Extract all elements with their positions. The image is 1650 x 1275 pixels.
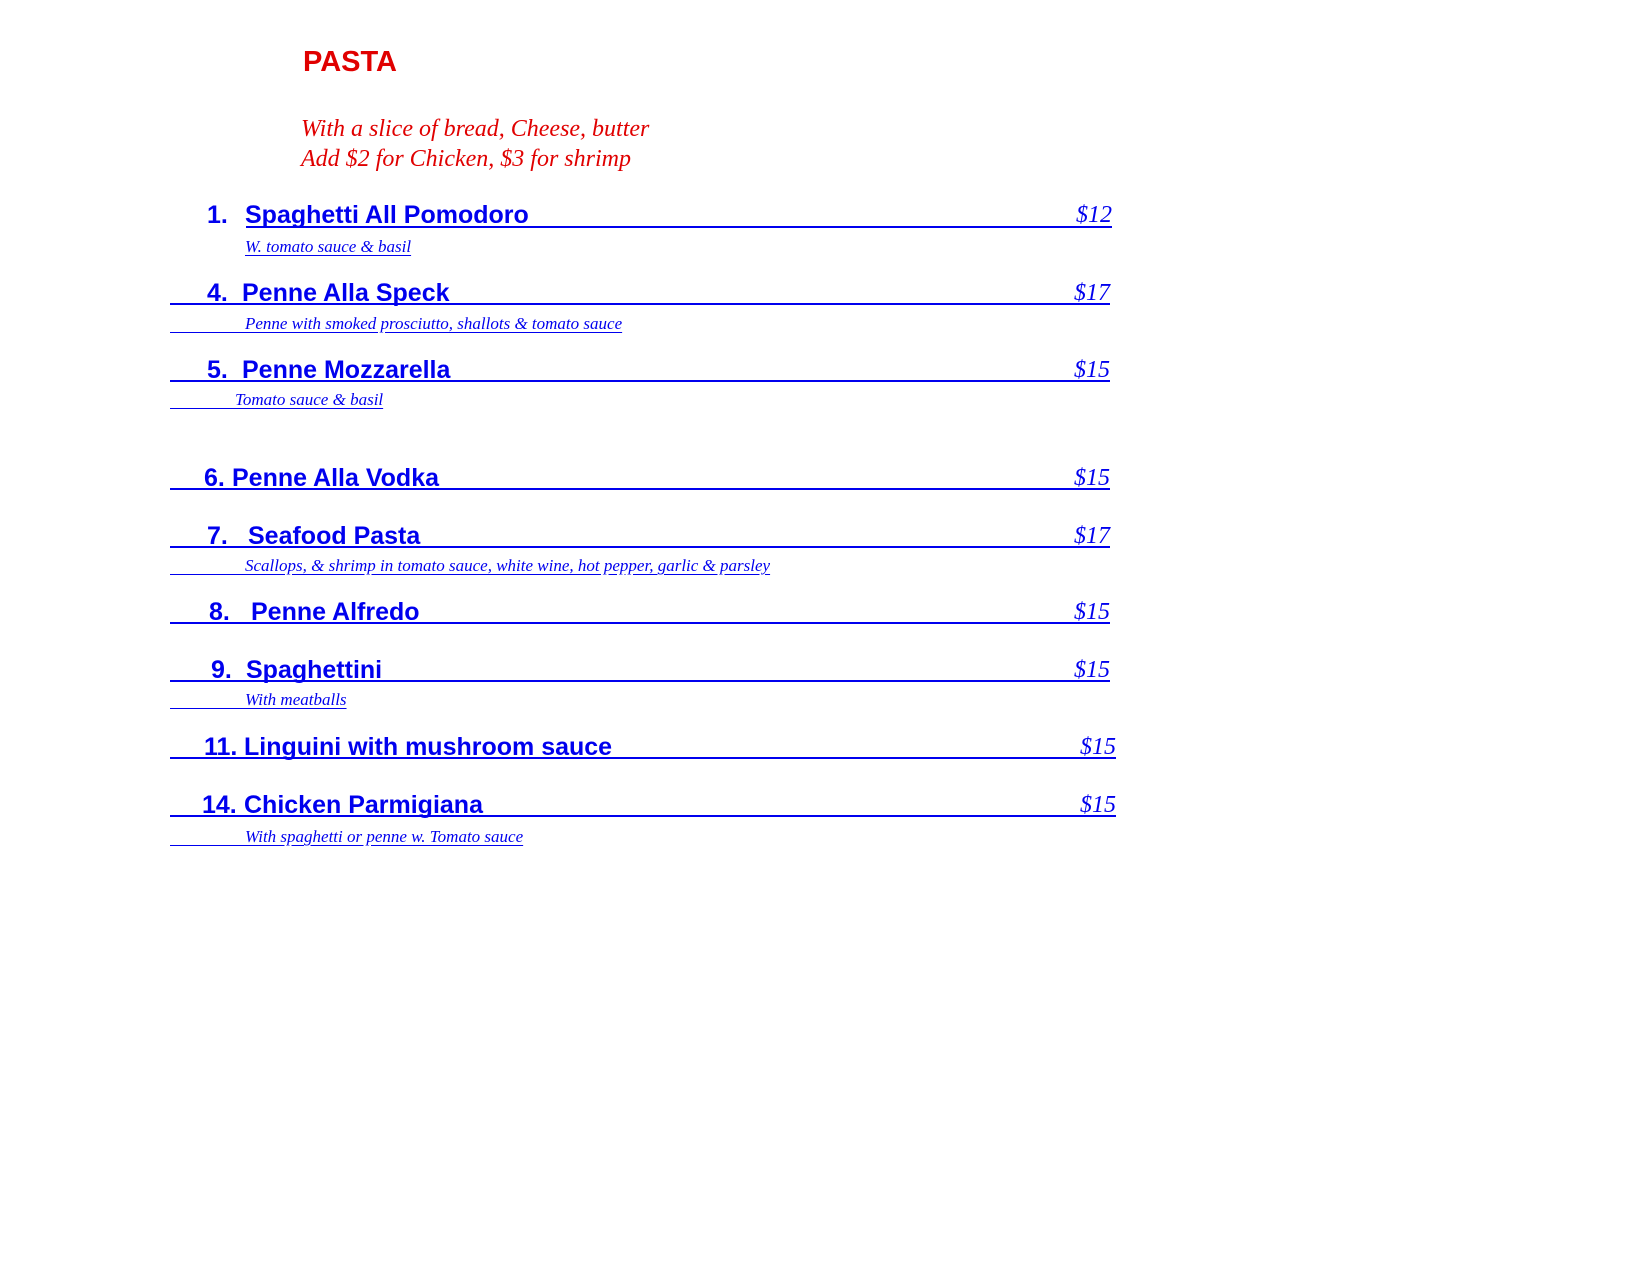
description-underline — [170, 845, 246, 846]
item-price: $15 — [1074, 657, 1110, 683]
item-name: Chicken Parmigiana — [244, 791, 483, 819]
item-description: With meatballs — [245, 690, 347, 709]
menu-subtitle-line-2: Add $2 for Chicken, $3 for shrimp — [301, 146, 631, 172]
item-name: Seafood Pasta — [248, 522, 421, 550]
item-price: $15 — [1080, 734, 1116, 760]
item-name: Spaghetti All Pomodoro — [245, 201, 529, 229]
item-name: Penne Alla Vodka — [232, 464, 440, 492]
item-price: $12 — [1076, 202, 1112, 228]
item-description: With spaghetti or penne w. Tomato sauce — [245, 827, 524, 846]
description-underline — [170, 408, 236, 409]
item-price: $17 — [1074, 280, 1110, 306]
item-number: 5. — [207, 356, 228, 384]
item-number: 7. — [207, 522, 228, 550]
item-number: 8. — [209, 598, 230, 626]
item-number: 11. — [204, 733, 238, 761]
item-number: 6. — [204, 464, 225, 492]
item-description: W. tomato sauce & basil — [245, 237, 412, 256]
menu-title: PASTA — [303, 46, 397, 78]
item-price: $15 — [1080, 792, 1116, 818]
item-description: Scallops, & shrimp in tomato sauce, white wine, hot pepper, garlic & parsley — [245, 556, 771, 575]
description-underline — [170, 332, 246, 333]
item-price: $17 — [1074, 523, 1110, 549]
menu-subtitle-line-1: With a slice of bread, Cheese, butter — [301, 116, 650, 142]
item-description: Penne with smoked prosciutto, shallots & tomato sauce — [245, 314, 623, 333]
item-name: Penne Mozzarella — [242, 356, 451, 384]
item-name: Linguini with mushroom sauce — [244, 733, 613, 761]
item-number: 14. — [202, 791, 237, 819]
description-underline — [170, 574, 246, 575]
description-underline — [170, 708, 246, 709]
item-name: Penne Alla Speck — [242, 279, 450, 307]
item-price: $15 — [1074, 599, 1110, 625]
item-price: $15 — [1074, 357, 1110, 383]
item-description: Tomato sauce & basil — [235, 390, 384, 409]
item-name: Penne Alfredo — [251, 598, 420, 626]
item-price: $15 — [1074, 465, 1110, 491]
item-number: 4. — [207, 279, 228, 307]
item-name: Spaghettini — [246, 656, 383, 684]
item-number: 9. — [211, 656, 232, 684]
item-number: 1. — [207, 201, 228, 229]
